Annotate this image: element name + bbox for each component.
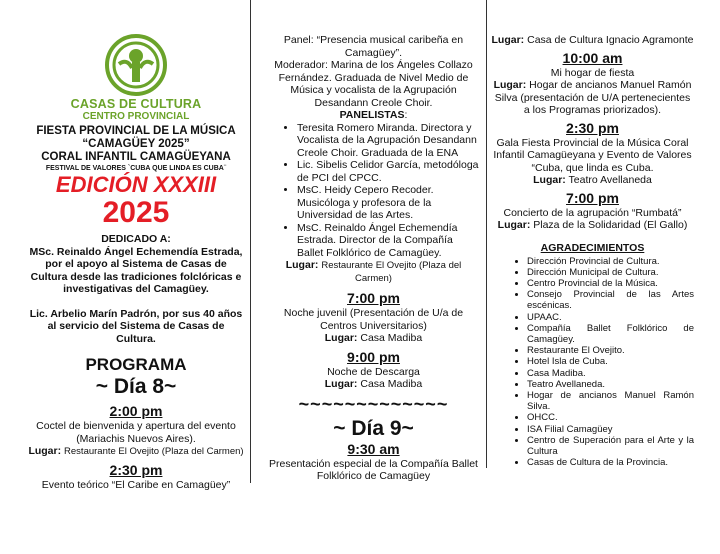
list-item: • Centro de Superación para el Arte y la Cultura xyxy=(527,435,694,457)
panel-desc: Panel: “Presencia musical caribeña en Camagüey”. xyxy=(283,34,464,59)
panelistas-colon: : xyxy=(404,109,408,121)
day-9-title: ~ Día 9~ xyxy=(333,416,414,440)
column-middle xyxy=(250,0,486,483)
day8-event2-lugar xyxy=(267,259,480,284)
list-item: • Restaurante El Ovejito. xyxy=(527,345,694,356)
day8-event3-time: 7:00 pm xyxy=(347,290,400,306)
day8-event4-desc: Noche de Descarga xyxy=(327,365,420,378)
day9-event4-desc: Concierto de la agrupación “Rumbatá” xyxy=(503,206,682,219)
casas-de-cultura-logo xyxy=(105,34,167,96)
panelistas-list xyxy=(267,122,480,260)
day9-event3-desc: Gala Fiesta Provincial de la Música Coral Infantil Camagüeyana y Evento de Valores “Cuba, que linda es Cuba. xyxy=(493,136,692,174)
list-item: • Centro Provincial de la Música. xyxy=(527,278,694,289)
list-item: • MsC. Heidy Cepero Recoder. Musicóloga y profesora de la Universidad de las Artes. xyxy=(297,184,480,222)
day8-event1-time: 2:00 pm xyxy=(109,403,163,419)
day-separator: ~~~~~~~~~~~~~ xyxy=(298,393,449,414)
list-item: • UPAAC. xyxy=(527,312,694,323)
day8-event3-desc: Noche juvenil (Presentación de U/a de Centros Universitarios) xyxy=(283,307,464,332)
lugar-label: Lugar: xyxy=(324,332,358,344)
list-item: • Casas de Cultura de la Provincia. xyxy=(527,457,694,468)
list-item: • Consejo Provincial de las Artes escénicas. xyxy=(527,289,694,311)
day9-event4-time: 7:00 pm xyxy=(566,189,619,206)
edition-title: EDICIÓN XXXIII xyxy=(55,172,217,197)
day8-event4-lugar xyxy=(267,378,480,391)
day8-event3-lugar xyxy=(267,332,480,345)
festival-values-line: FESTIVAL DE VALORES `CUBA QUE LINDA ES CUBA¨ xyxy=(45,165,227,172)
org-name: CASAS DE CULTURA xyxy=(70,97,202,111)
list-item: • Lic. Sibelis Celidor García, metodóloga de PCI del CPCC. xyxy=(297,159,480,184)
list-item: • Casa Madiba. xyxy=(527,368,694,379)
lugar-label: Lugar: xyxy=(497,219,531,231)
day9-event1-lugar xyxy=(491,34,694,47)
day9-event2-desc: Mi hogar de fiesta xyxy=(550,66,635,79)
column-right xyxy=(486,0,720,468)
day8-event1-desc: Coctel de bienvenida y apertura del evento (Mariachis Nuevos Aires). xyxy=(36,420,236,445)
lugar-value: Restaurante El Ovejito (Plaza del Carmen) xyxy=(321,260,462,284)
list-item: • OHCC. xyxy=(527,412,694,423)
festival-title xyxy=(28,125,244,164)
lugar-value: Casa de Cultura Ignacio Agramonte xyxy=(527,34,694,46)
list-item: • Hotel Isla de Cuba. xyxy=(527,356,694,367)
lugar-label: Lugar: xyxy=(491,34,525,46)
agradecimientos-title: AGRADECIMIENTOS xyxy=(540,241,645,254)
dedication-1: MSc. Reinaldo Ángel Echemendía Estrada, por el apoyo al Sistema de Casas de Cultura desde las tradiciones folclóricas e investigativas del Camagüey. xyxy=(29,245,243,295)
moderador: Moderador: Marina de los Ángeles Collazo Fernández. Graduada de Nivel Medio de Música y vocalista de la Agrupación Desandann Creole Choir. xyxy=(274,59,473,109)
lugar-value: Casa Madiba xyxy=(360,332,423,344)
panelistas-label: PANELISTAS xyxy=(339,109,405,121)
day9-event3-lugar xyxy=(491,174,694,187)
lugar-label: Lugar: xyxy=(324,378,358,390)
list-item: • ISA Filial Camagüey xyxy=(527,424,694,435)
programa-title: PROGRAMA xyxy=(85,355,187,374)
lugar-label: Lugar: xyxy=(493,79,527,91)
day8-event1-lugar xyxy=(28,445,244,458)
list-item: • Dirección Municipal de Cultura. xyxy=(527,267,694,278)
day9-event1-desc: Presentación especial de la Compañía Ballet Folklórico de Camagüey xyxy=(269,457,478,482)
edition-year: 2025 xyxy=(102,196,170,229)
lugar-value: Casa Madiba xyxy=(360,378,423,390)
festival-line-1: FIESTA PROVINCIAL DE LA MÚSICA xyxy=(36,125,236,137)
day9-event3-time: 2:30 pm xyxy=(566,119,619,136)
list-item: • MsC. Reinaldo Ángel Echemendía Estrada. Director de la Compañía Ballet Folklórico de Camagüey. xyxy=(297,222,480,260)
day8-event4-time: 9:00 pm xyxy=(347,348,400,365)
lugar-label: Lugar: xyxy=(285,259,319,271)
day9-event2-time: 10:00 am xyxy=(562,49,623,66)
panelistas-heading xyxy=(267,109,480,122)
list-item: • Dirección Provincial de Cultura. xyxy=(527,256,694,267)
day9-event2-lugar xyxy=(491,79,694,117)
day8-event2-desc: Evento teórico “El Caribe en Camagüey” xyxy=(41,478,231,491)
festival-line-2: “CAMAGÜEY 2025” xyxy=(82,138,190,150)
lugar-value: Plaza de la Solidaridad (El Gallo) xyxy=(533,219,688,231)
dedication-2: Lic. Arbelio Marín Padrón, por sus 40 años al servicio del Sistema de Casas de Cultura. xyxy=(29,307,243,345)
day-8-title: ~ Día 8~ xyxy=(95,375,177,398)
lugar-value: Hogar de ancianos Manuel Ramón Silva (presentación de U/A pertenecientes a los Programas priorizados). xyxy=(494,79,692,116)
list-item: • Teatro Avellaneda. xyxy=(527,379,694,390)
day8-event2-time: 2:30 pm xyxy=(109,461,163,478)
day9-event1-time: 9:30 am xyxy=(347,440,400,457)
dedication-title: DEDICADO A: xyxy=(101,233,171,245)
lugar-value: Teatro Avellaneda xyxy=(568,174,652,186)
lugar-value: Restaurante El Ovejito (Plaza del Carmen) xyxy=(64,446,244,457)
column-left xyxy=(0,0,250,491)
list-item: • Compañía Ballet Folklórico de Camagüey. xyxy=(527,323,694,345)
list-item: • Hogar de ancianos Manuel Ramón Silva. xyxy=(527,390,694,412)
agradecimientos-list xyxy=(491,256,694,469)
lugar-label: Lugar: xyxy=(533,174,566,186)
lugar-label: Lugar: xyxy=(28,445,62,457)
org-subtitle: CENTRO PROVINCIAL xyxy=(82,111,190,122)
festival-line-3: CORAL INFANTIL CAMAGÜEYANA xyxy=(41,151,231,163)
list-item: • Teresita Romero Miranda. Directora y Vocalista de la Agrupación Desandann Creole Choir. Graduada de la ENA xyxy=(297,122,480,160)
day9-event4-lugar xyxy=(491,219,694,232)
